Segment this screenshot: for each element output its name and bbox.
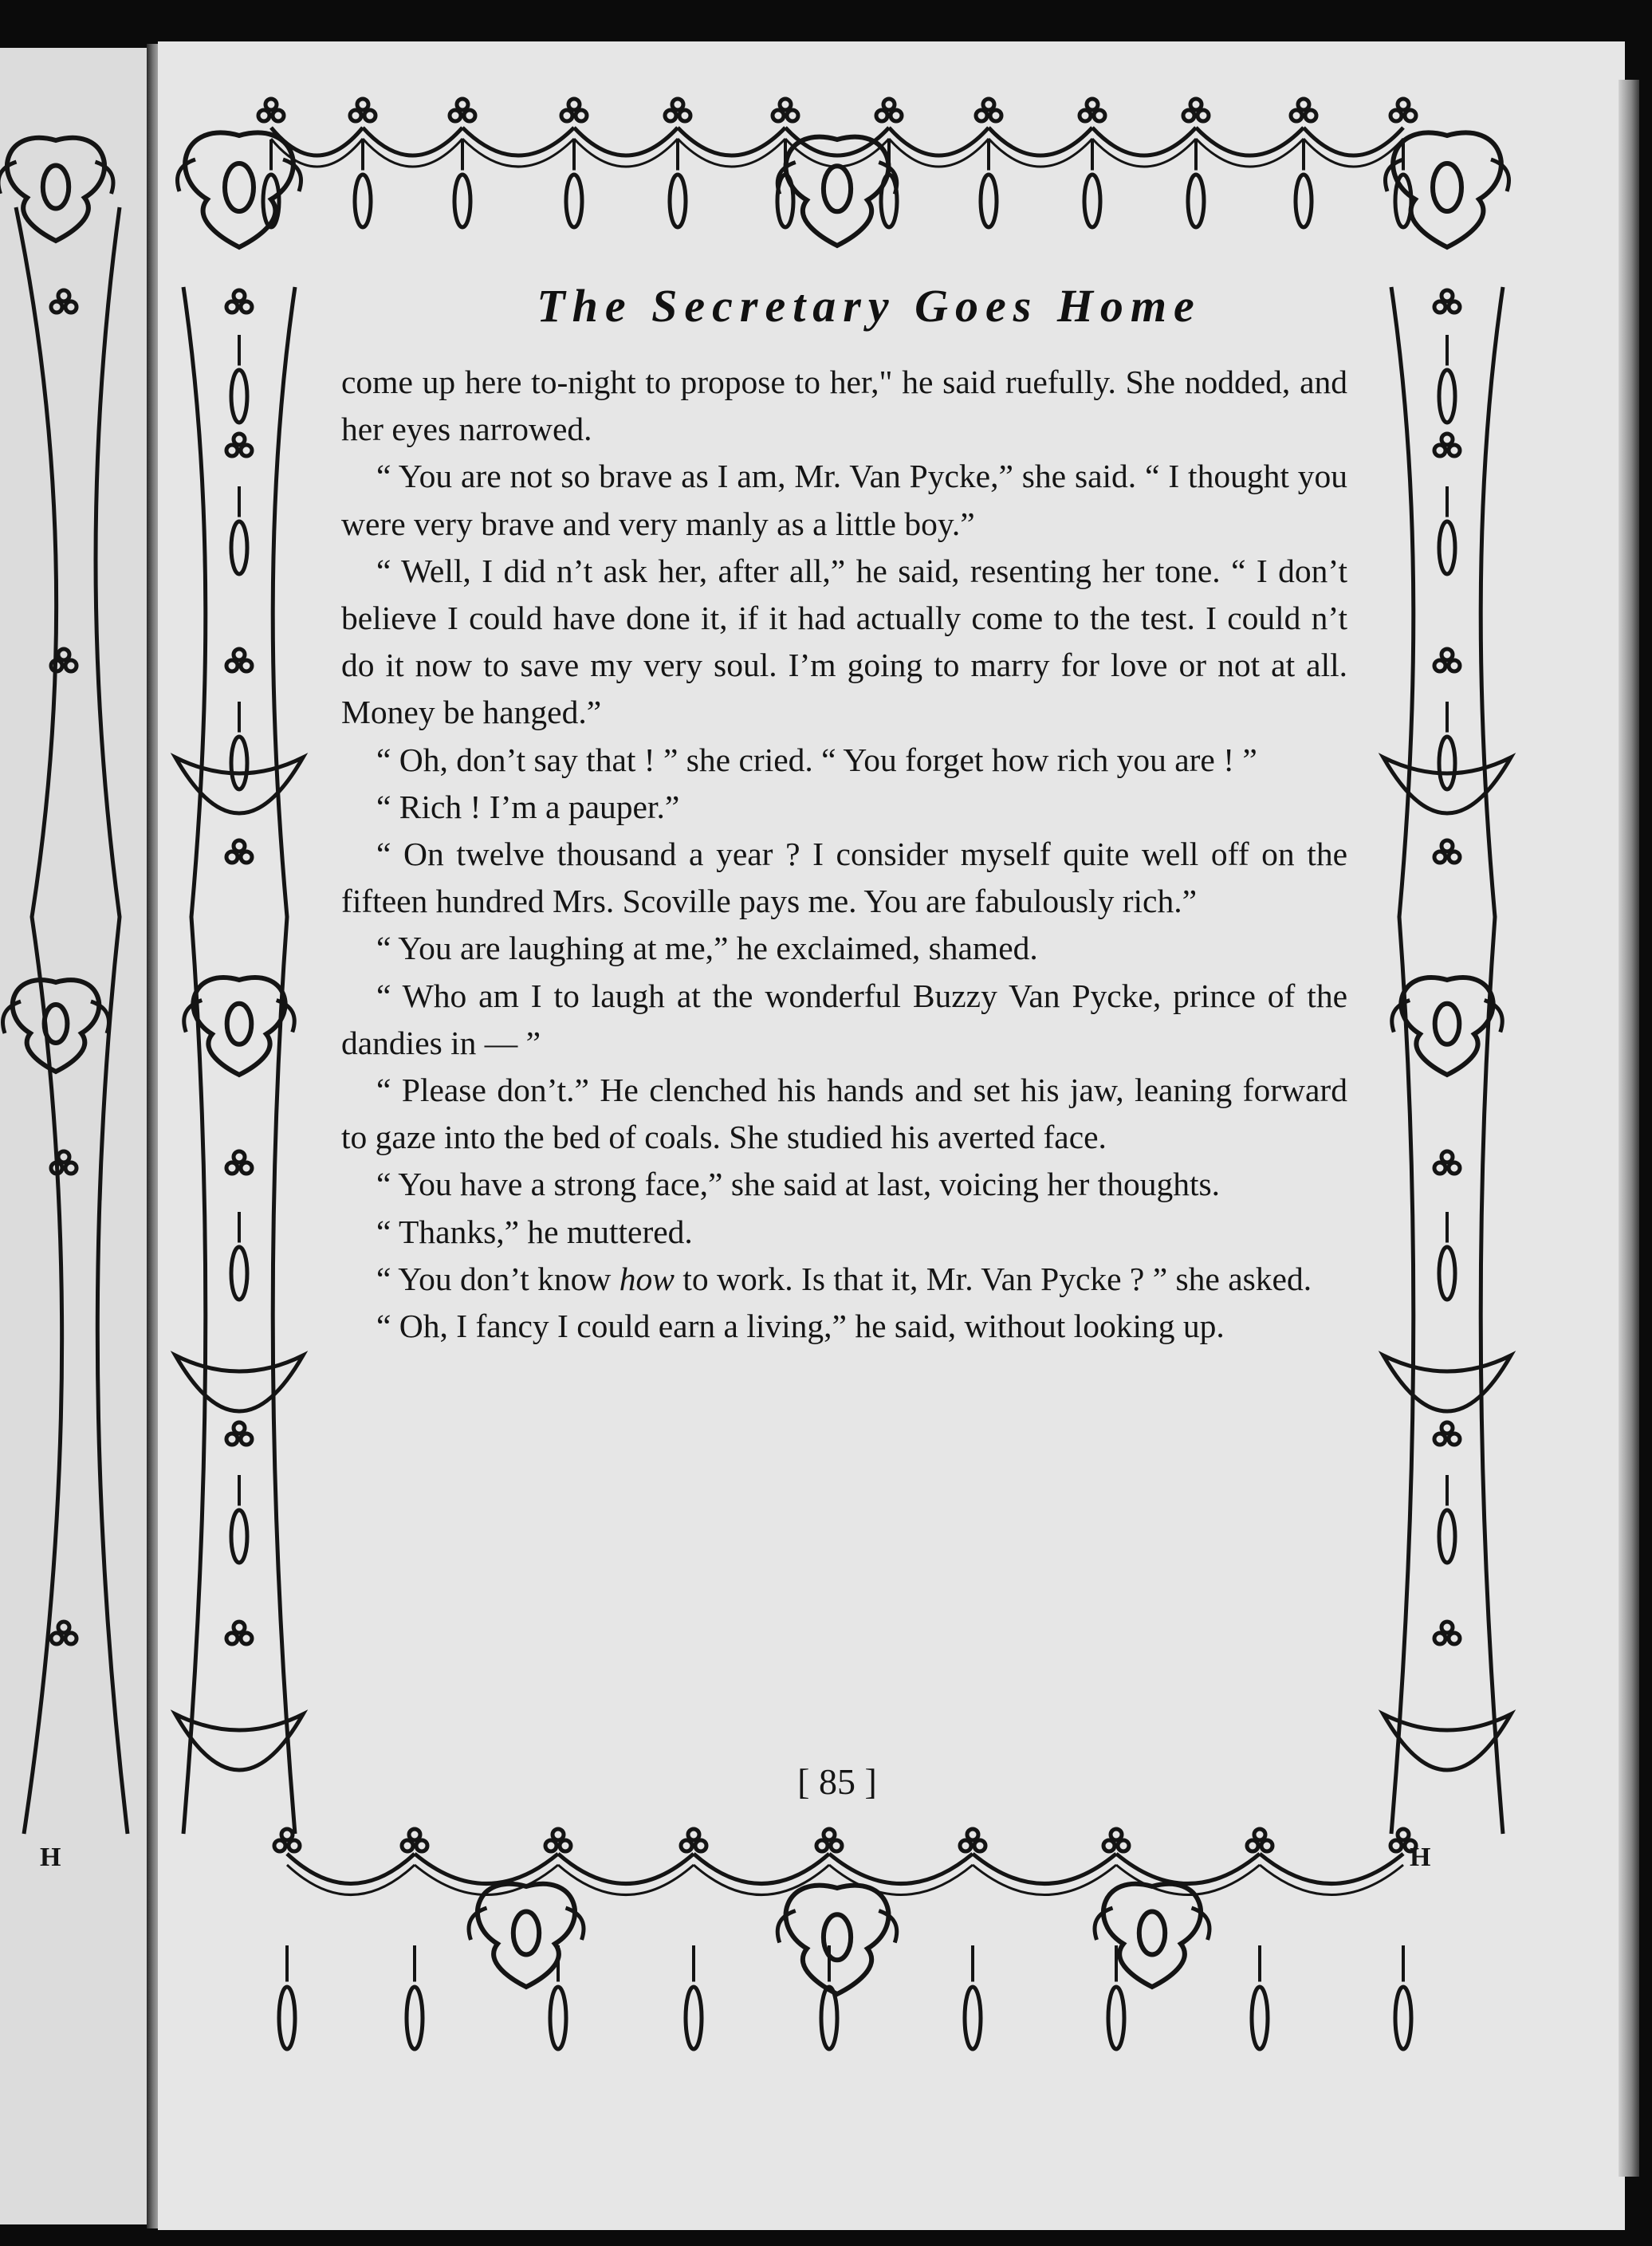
top-drop: [1084, 175, 1100, 227]
top-rosette: [891, 110, 902, 121]
right-border-column: [1481, 287, 1503, 1834]
left-border-column-drop: [231, 737, 247, 789]
bottom-rosette: [289, 1840, 300, 1851]
top-drop: [355, 175, 371, 227]
page-body-text: [341, 359, 1347, 1350]
top-rosette: [1198, 110, 1209, 121]
right-border-column: [1391, 287, 1414, 1834]
right-border-column-lotus: [1383, 1714, 1511, 1770]
top-rosette: [780, 99, 791, 110]
left-border-column-rosette: [241, 1162, 252, 1174]
left-border-column-drop: [231, 521, 247, 574]
paragraph-3: “ Well, I did n’t ask her, after all,” he said, resenting her tone. “ I don’t believe I could have done it, if it had actually come to the test. I could n’t do it now to save my very soul. I’m going to marry for love or not at all. Money be hanged.”: [341, 552, 1347, 731]
top-drop: [881, 175, 897, 227]
left-border-column-drop: [231, 1510, 247, 1563]
monogram-right: H: [1410, 1843, 1431, 1872]
bottom-drop: [965, 1987, 981, 2049]
bottom-rosette: [831, 1840, 842, 1851]
bottom-rosette: [1398, 1829, 1409, 1840]
left-border-column-rosette: [234, 1622, 245, 1633]
left-border-column-rosette: [234, 1151, 245, 1162]
paragraph-1: come up here to-night to propose to her," he said ruefully. She nodded, and her eyes narrowed.: [341, 364, 1347, 448]
paragraph-11: “ Thanks,” he muttered.: [376, 1213, 693, 1250]
bottom-drop: [1108, 1987, 1124, 2049]
facing-page-ornament: [65, 1162, 77, 1174]
left-border-column-rosette: [226, 1162, 238, 1174]
paragraph-13: “ Oh, I fancy I could earn a living,” he said, without looking up.: [376, 1308, 1225, 1345]
top-drop: [454, 175, 470, 227]
top-swag: [1304, 128, 1403, 155]
facing-page-ornament: [7, 138, 104, 241]
bottom-rosette: [560, 1840, 571, 1851]
left-border-column-rosette: [241, 1434, 252, 1445]
bottom-drop: [686, 1987, 702, 2049]
top-rosette: [273, 110, 284, 121]
bottom-rosette: [409, 1829, 420, 1840]
facing-page-ornament: [58, 1151, 69, 1162]
top-rosette: [1405, 110, 1416, 121]
left-border-column-rosette: [241, 445, 252, 456]
top-rosette: [1298, 99, 1309, 110]
top-swag: [574, 128, 678, 155]
top-rosette: [1087, 99, 1098, 110]
bottom-drop: [279, 1987, 295, 2049]
top-rosette: [990, 110, 1001, 121]
top-drop: [777, 175, 793, 227]
facing-page-ornament: [65, 301, 77, 313]
right-border-column-rosette: [1442, 1622, 1453, 1633]
top-rosette: [983, 99, 994, 110]
top-rosette: [787, 110, 798, 121]
right-border-column-rosette: [1434, 1434, 1446, 1445]
left-border-column-rosette: [226, 1434, 238, 1445]
running-head-title: The Secretary Goes Home: [537, 280, 1202, 332]
left-border-column-rosette: [226, 445, 238, 456]
right-border-column-rosette: [1449, 1162, 1460, 1174]
facing-page-ornament: [58, 649, 69, 660]
left-border-column-rosette: [241, 660, 252, 671]
right-border-column-rosette: [1434, 301, 1446, 313]
bottom-drop: [1395, 1987, 1411, 2049]
bottom-left-medallion: [513, 1912, 539, 1955]
facing-page-ornament: [96, 207, 128, 1834]
top-rosette: [1080, 110, 1091, 121]
paragraph-8: “ Who am I to laugh at the wonderful Buzzy Van Pycke, prince of the dandies in — ”: [341, 977, 1347, 1061]
top-rosette: [364, 110, 376, 121]
top-swag: [363, 128, 462, 155]
left-border-column-medallion: [227, 1004, 252, 1044]
monogram-left: H: [40, 1843, 61, 1872]
right-border-column-medallion: [1435, 1004, 1460, 1044]
top-rosette: [1183, 110, 1194, 121]
top-drop: [1395, 175, 1411, 227]
facing-page-ornament: [65, 660, 77, 671]
facing-page-ornament: [58, 1622, 69, 1633]
top-swag: [678, 128, 785, 155]
facing-page-ornament: [65, 1633, 77, 1644]
bottom-rosette: [553, 1829, 564, 1840]
top-rosette: [568, 99, 580, 110]
paragraph-6: “ On twelve thousand a year ? I consider myself quite well off on the fifteen hundred Mrs. Scoville pays me. You are fabulously rich.”: [341, 836, 1347, 920]
right-border-column-medallion: [1401, 977, 1493, 1075]
top-rosette: [876, 110, 887, 121]
right-border-column-rosette: [1434, 1633, 1446, 1644]
top-drop: [670, 175, 686, 227]
top-rosette: [350, 110, 361, 121]
bottom-rosette: [816, 1840, 828, 1851]
right-border-column-lotus: [1383, 757, 1511, 813]
right-border-column-rosette: [1442, 1422, 1453, 1434]
facing-page-ornament: [51, 1633, 62, 1644]
top-drop: [981, 175, 997, 227]
right-border-column-rosette: [1442, 1151, 1453, 1162]
left-border-column-rosette: [226, 660, 238, 671]
top-rosette: [576, 110, 587, 121]
left-border-column-lotus: [175, 757, 303, 813]
top-rosette: [357, 99, 368, 110]
top-rosette: [450, 110, 461, 121]
left-border-column-rosette: [234, 1422, 245, 1434]
bottom-rosette: [824, 1829, 835, 1840]
left-border-column-drop: [231, 1247, 247, 1300]
bottom-rosette: [1390, 1840, 1402, 1851]
top-rosette: [258, 110, 269, 121]
bottom-rosette: [1111, 1829, 1122, 1840]
left-border-column-rosette: [241, 1633, 252, 1644]
top-rosette: [976, 110, 987, 121]
right-border-column-rosette: [1449, 1434, 1460, 1445]
bottom-rosette: [1118, 1840, 1129, 1851]
bottom-rosette: [402, 1840, 413, 1851]
bottom-rosette: [974, 1840, 985, 1851]
right-border-column-drop: [1439, 370, 1455, 423]
right-border-column-rosette: [1434, 660, 1446, 671]
facing-page-ornament: [13, 980, 99, 1072]
right-border-column-rosette: [1442, 434, 1453, 445]
right-border-column-drop: [1439, 521, 1455, 574]
left-border-column-lotus: [175, 1714, 303, 1770]
paragraph-12-after: to work. Is that it, Mr. Van Pycke ? ” she asked.: [674, 1260, 1312, 1297]
left-border-column-rosette: [226, 301, 238, 313]
top-rosette: [457, 99, 468, 110]
bottom-rosette: [688, 1829, 699, 1840]
facing-page-ornament: [58, 290, 69, 301]
left-border-column-rosette: [241, 852, 252, 863]
right-border-column-rosette: [1434, 445, 1446, 456]
left-border-column-rosette: [226, 1633, 238, 1644]
right-border-column-lotus: [1383, 1355, 1511, 1411]
top-rosette: [266, 99, 277, 110]
right-border-column-rosette: [1449, 660, 1460, 671]
bottom-rosette: [281, 1829, 293, 1840]
top-rosette: [464, 110, 475, 121]
right-border-column-rosette: [1442, 649, 1453, 660]
facing-page-ornament: [51, 301, 62, 313]
bottom-right-medallion: [1103, 1884, 1201, 1987]
facing-page-ornament: [43, 166, 69, 209]
top-swag: [889, 128, 989, 155]
top-drop: [1188, 175, 1204, 227]
left-border-column-drop: [231, 370, 247, 423]
right-border-column-rosette: [1442, 840, 1453, 852]
right-border-column-drop: [1439, 1510, 1455, 1563]
top-rosette: [672, 99, 683, 110]
top-rosette: [773, 110, 784, 121]
left-border-column-rosette: [234, 434, 245, 445]
left-border-column-medallion: [193, 977, 285, 1075]
bottom-rosette: [1261, 1840, 1272, 1851]
top-rosette: [665, 110, 676, 121]
top-rosette: [1390, 110, 1402, 121]
facing-page-ornament: [16, 207, 62, 1834]
italic-word: how: [619, 1260, 675, 1297]
bottom-drop: [821, 1987, 837, 2049]
right-border-column-rosette: [1449, 1633, 1460, 1644]
right-border-column-drop: [1439, 737, 1455, 789]
top-swag: [989, 128, 1092, 155]
left-border-column-lotus: [175, 1355, 303, 1411]
bottom-center-medallion: [786, 1886, 889, 1994]
paragraph-5: “ Rich ! I’m a pauper.”: [376, 788, 680, 825]
top-drop: [566, 175, 582, 227]
bottom-drop: [550, 1987, 566, 2049]
bottom-rosette: [1103, 1840, 1115, 1851]
bottom-rosette: [274, 1840, 285, 1851]
left-border-column-rosette: [226, 852, 238, 863]
top-swag: [462, 128, 574, 155]
paragraph-12: [341, 1256, 1347, 1303]
top-rosette: [883, 99, 895, 110]
right-border-column-rosette: [1442, 290, 1453, 301]
top-rosette: [1190, 99, 1202, 110]
top-right-medallion: [1433, 163, 1461, 211]
left-border-column-rosette: [234, 649, 245, 660]
left-border-column-rosette: [241, 301, 252, 313]
top-swag: [1196, 128, 1304, 155]
top-rosette: [679, 110, 690, 121]
bottom-drop: [1252, 1987, 1268, 2049]
paragraph-10: “ You have a strong face,” she said at last, voicing her thoughts.: [376, 1166, 1221, 1203]
top-drop: [1296, 175, 1312, 227]
bottom-rosette: [545, 1840, 557, 1851]
bottom-right-medallion: [1139, 1912, 1165, 1955]
top-center-medallion: [824, 166, 851, 211]
top-rosette: [1398, 99, 1409, 110]
top-rosette: [1291, 110, 1302, 121]
right-border-column-rosette: [1434, 1162, 1446, 1174]
bottom-rosette: [960, 1840, 971, 1851]
paragraph-12-before: “ You don’t know: [376, 1260, 620, 1297]
right-border-column-rosette: [1434, 852, 1446, 863]
paragraph-4: “ Oh, don’t say that ! ” she cried. “ You forget how rich you are ! ”: [376, 741, 1257, 778]
top-rosette: [561, 110, 572, 121]
bottom-rosette: [416, 1840, 427, 1851]
left-border-column-rosette: [234, 290, 245, 301]
paragraph-2: “ You are not so brave as I am, Mr. Van Pycke,” she said. “ I thought you were very brave and very manly as a little boy.”: [341, 458, 1347, 542]
bottom-rosette: [1254, 1829, 1265, 1840]
bottom-left-medallion: [478, 1884, 575, 1987]
bottom-rosette: [695, 1840, 706, 1851]
bottom-drop: [407, 1987, 423, 2049]
left-border-column: [273, 287, 295, 1834]
right-border-column-rosette: [1449, 301, 1460, 313]
page-number: [ 85 ]: [797, 1761, 877, 1802]
bottom-rosette: [967, 1829, 978, 1840]
paragraph-9: “ Please don’t.” He clenched his hands and set his jaw, leaning forward to gaze into the bed of coals. She studied his averted face.: [341, 1072, 1347, 1156]
left-border-column: [183, 287, 206, 1834]
paragraph-7: “ You are laughing at me,” he exclaimed, shamed.: [376, 930, 1038, 967]
top-swag: [271, 128, 363, 155]
right-border-column-rosette: [1449, 852, 1460, 863]
top-rosette: [1305, 110, 1316, 121]
top-rosette: [1094, 110, 1105, 121]
bottom-rosette: [681, 1840, 692, 1851]
right-border-column-rosette: [1449, 445, 1460, 456]
right-border-column-drop: [1439, 1247, 1455, 1300]
top-swag: [1092, 128, 1196, 155]
bottom-rosette: [1247, 1840, 1258, 1851]
top-left-medallion: [225, 163, 254, 211]
left-border-column-rosette: [234, 840, 245, 852]
facing-page-ornament: [45, 1005, 68, 1043]
